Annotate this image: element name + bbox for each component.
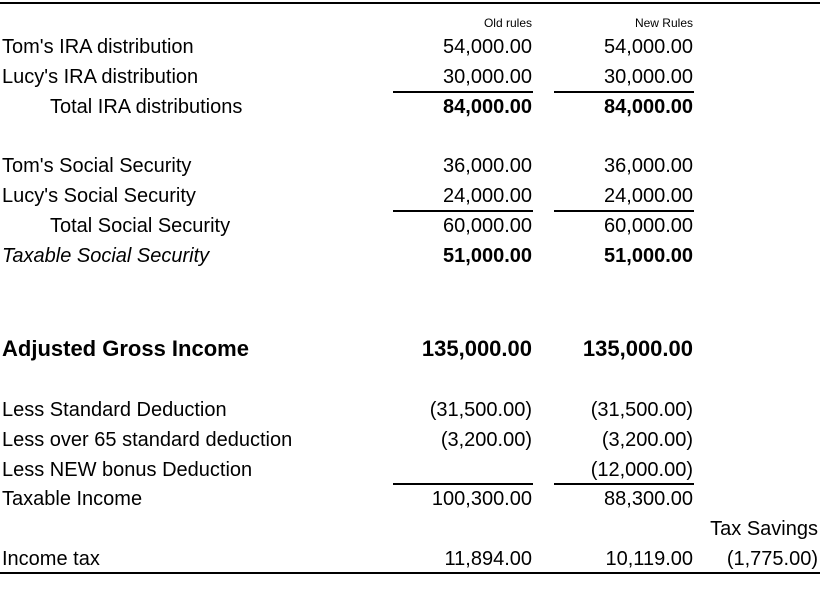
old-value: 84,000.00 [443,96,532,118]
row-standard-deduction [0,395,822,425]
row-label: Lucy's IRA distribution [2,66,199,88]
new-value: (12,000.00) [590,459,693,481]
row-agi [0,334,822,364]
new-value: 30,000.00 [604,66,693,88]
row-label: Tom's Social Security [2,155,192,177]
old-value: (31,500.00) [429,399,532,421]
new-value: (3,200.00) [601,429,693,451]
new-value: 51,000.00 [604,245,693,267]
new-value: (31,500.00) [590,399,693,421]
old-value: 11,894.00 [444,548,532,570]
row-tom-ira [0,32,822,62]
old-value: 135,000.00 [421,336,532,361]
row-label: Taxable Income [2,488,143,510]
header-tax-savings: Tax Savings [710,518,818,540]
row-income-tax [0,544,822,574]
row-label: Adjusted Gross Income [2,336,249,361]
new-value: 84,000.00 [604,96,693,118]
header-new-rules: New Rules [634,16,693,30]
old-value: 54,000.00 [443,36,532,58]
row-lucy-ira [0,62,822,92]
row-label: Less Standard Deduction [2,399,227,421]
row-label: Taxable Social Security [2,245,210,267]
old-value: 51,000.00 [443,245,532,267]
new-value: 24,000.00 [604,185,693,207]
row-taxable-ss [0,241,822,271]
row-label: Total IRA distributions [50,96,243,118]
top-border [0,2,820,4]
new-value: 135,000.00 [582,336,693,361]
old-value: 36,000.00 [443,155,532,177]
row-bonus-deduction [0,455,822,485]
old-value: 60,000.00 [443,215,532,237]
new-value: 54,000.00 [604,36,693,58]
savings-value: (1,775.00) [726,548,818,570]
new-value: 88,300.00 [604,488,693,510]
new-value: 10,119.00 [605,548,693,570]
header-old-rules: Old rules [483,16,532,30]
old-value: 100,300.00 [431,488,532,510]
old-value: 24,000.00 [443,185,532,207]
row-label: Less over 65 standard deduction [2,429,293,451]
row-label: Tom's IRA distribution [2,36,194,58]
old-value: 30,000.00 [443,66,532,88]
row-lucy-ss [0,181,822,211]
new-value: 60,000.00 [604,215,693,237]
row-total-ss [0,211,822,241]
new-value: 36,000.00 [604,155,693,177]
row-over65-deduction [0,425,822,455]
bottom-border [0,572,820,574]
row-taxable-income [0,484,822,514]
row-tom-ss [0,151,822,181]
row-label: Total Social Security [50,215,231,237]
row-total-ira [0,92,822,122]
row-label: Income tax [2,548,100,570]
row-label: Lucy's Social Security [2,185,196,207]
old-value: (3,200.00) [440,429,532,451]
row-label: Less NEW bonus Deduction [2,459,253,481]
